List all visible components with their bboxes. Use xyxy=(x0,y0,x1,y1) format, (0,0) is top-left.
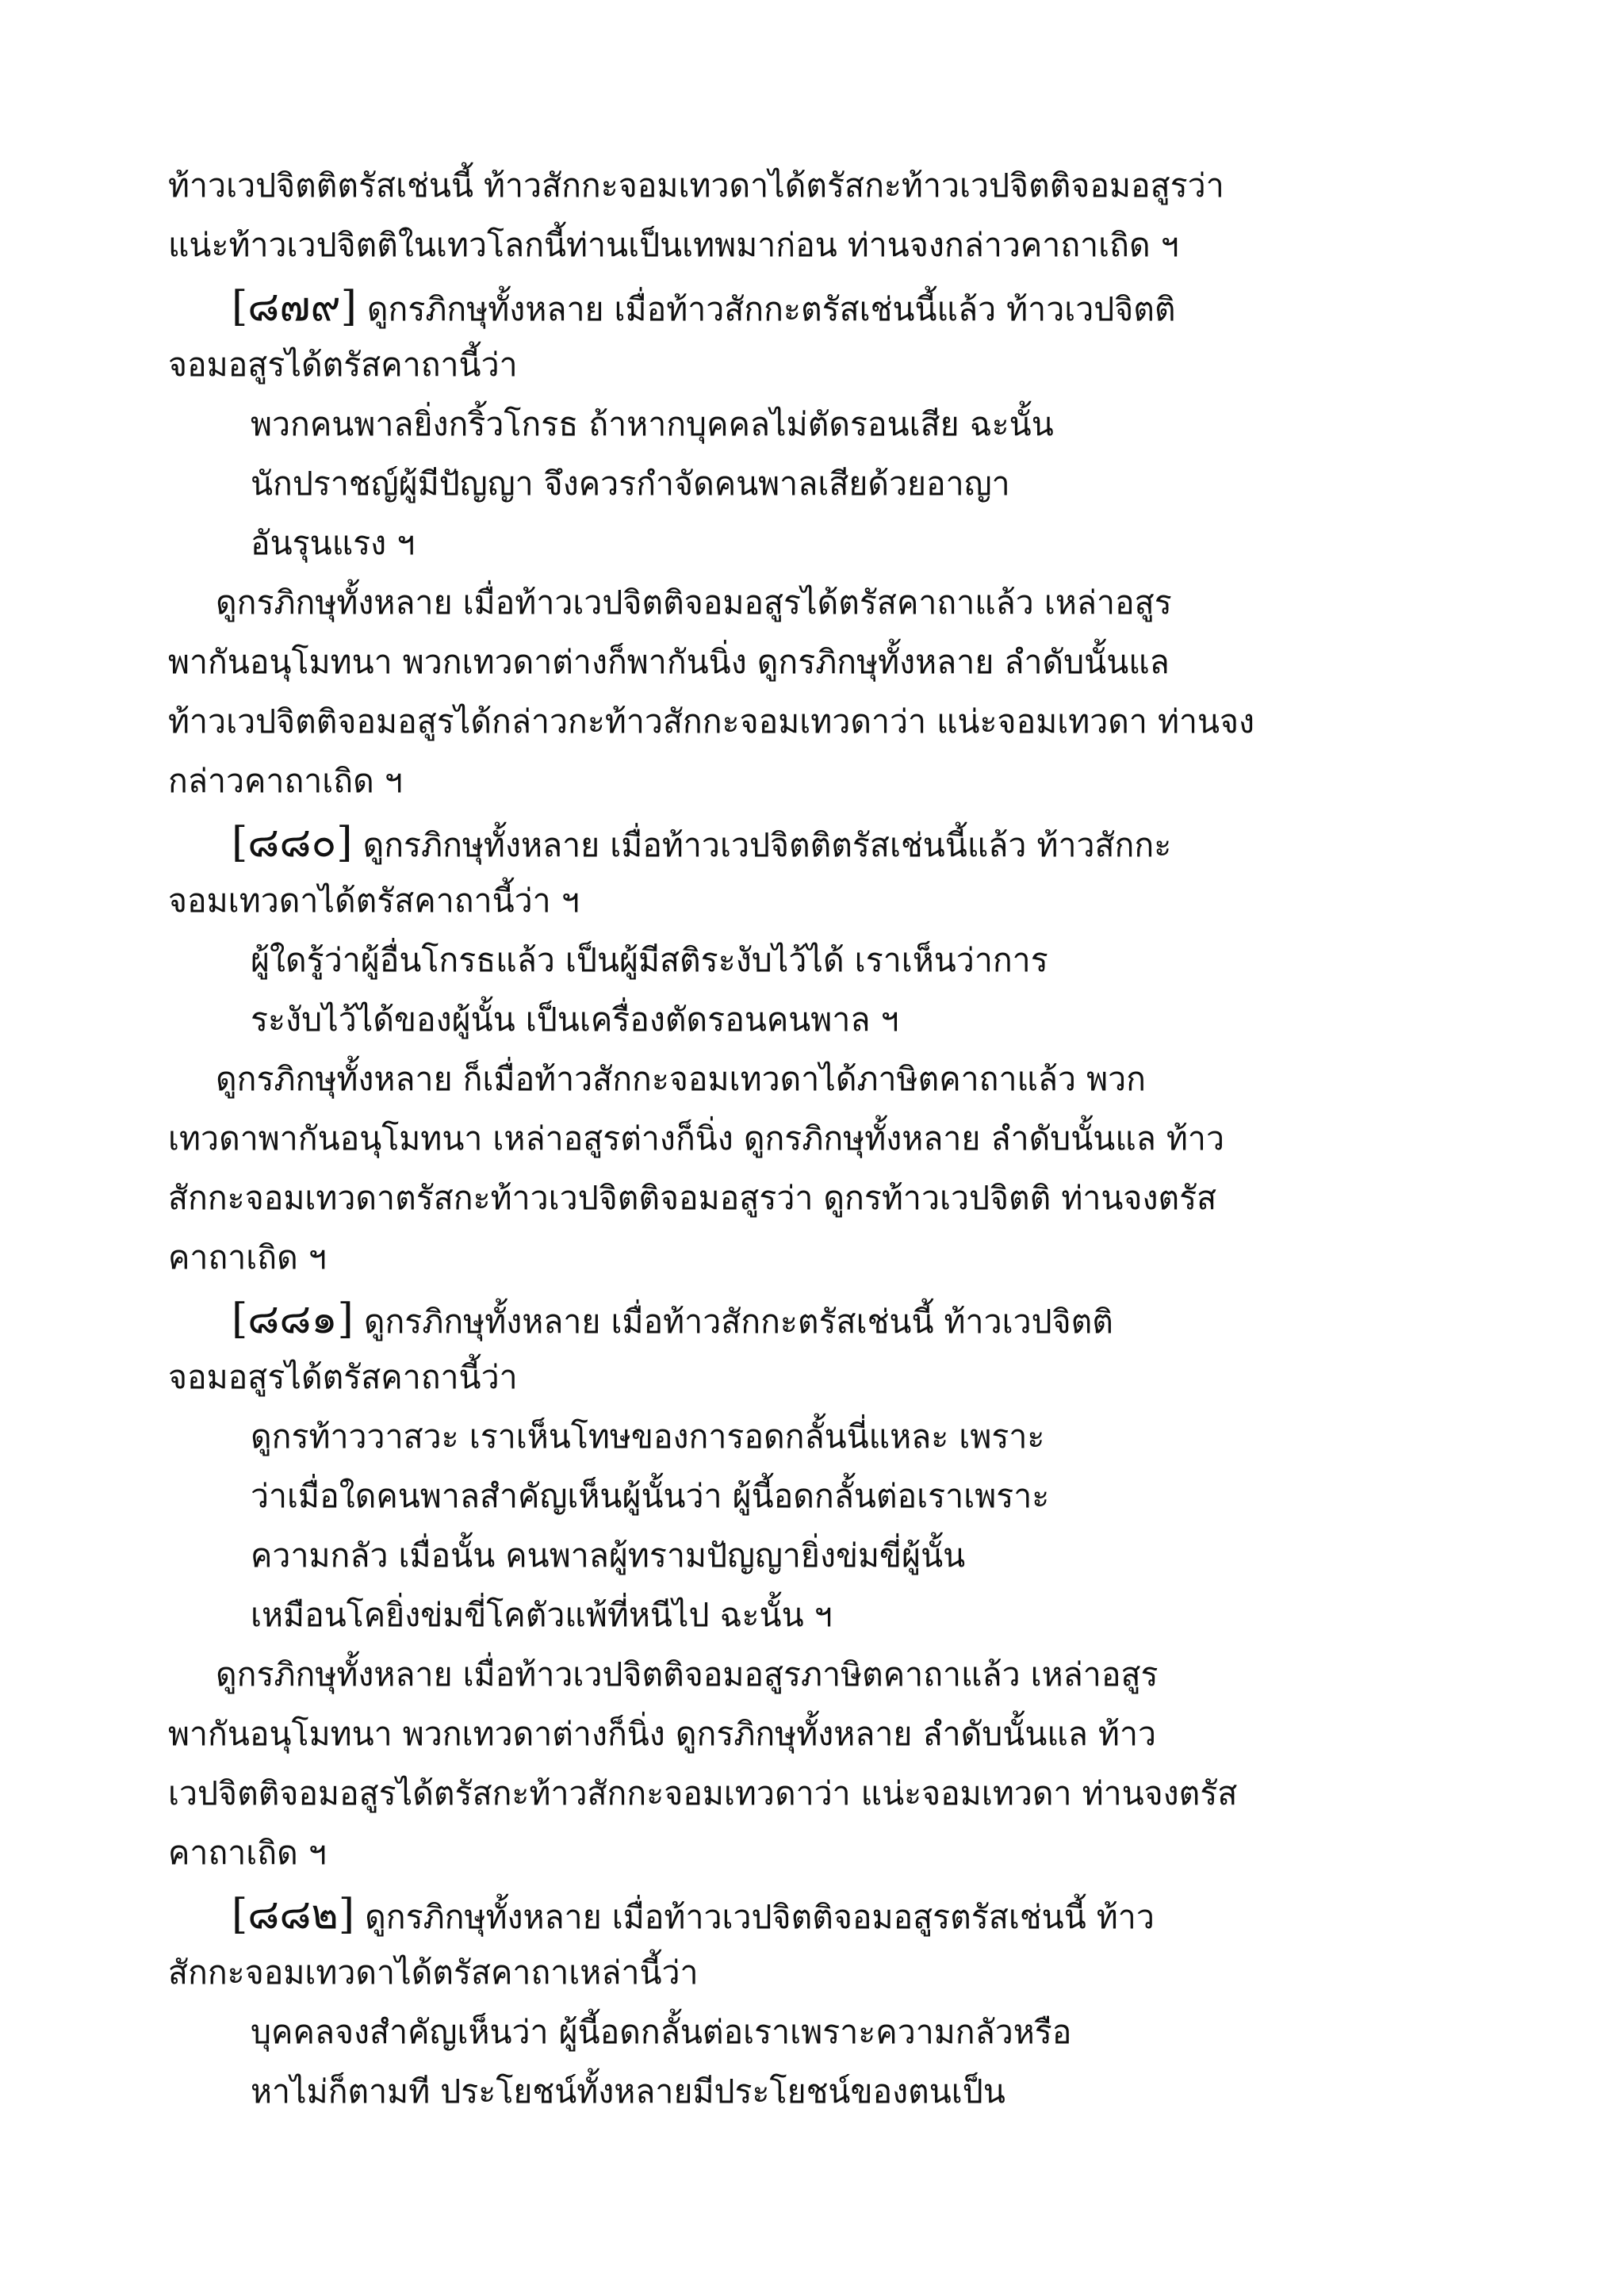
verse-line: นักปราชญ์ผู้มีปัญญา จึงควรกำจัดคนพาลเสียด้วยอาญา xyxy=(251,465,1010,503)
verse-line: เหมือนโคยิ่งข่มขี่โคตัวแพ้ที่หนีไป ฉะนั้น ฯ xyxy=(251,1596,833,1634)
verse-line: พวกคนพาลยิ่งกริ้วโกรธ ถ้าหากบุคคลไม่ตัดรอนเสีย ฉะนั้น xyxy=(251,405,1054,443)
verse-line: ระงับไว้ได้ของผู้นั้น เป็นเครื่องตัดรอนคนพาล ฯ xyxy=(251,1001,899,1039)
text-line: ดูกรภิกษุทั้งหลาย เมื่อท้าวเวปจิตติจอมอสูรตรัสเช่นนี้ ท้าว xyxy=(354,1898,1155,1936)
paragraph-number: [๘๘๑] xyxy=(232,1295,354,1343)
text-line: จอมอสูรได้ตรัสคาถานี้ว่า xyxy=(168,346,518,384)
text-line: คาถาเถิด ฯ xyxy=(168,1238,327,1276)
text-line: เวปจิตติจอมอสูรได้ตรัสกะท้าวสักกะจอมเทวดาว่า แน่ะจอมเทวดา ท่านจงตรัส xyxy=(168,1774,1238,1812)
text-line: สักกะจอมเทวดาได้ตรัสคาถาเหล่านี้ว่า xyxy=(168,1954,699,1992)
text-line: แน่ะท้าวเวปจิตติในเทวโลกนี้ท่านเป็นเทพมาก่อน ท่านจงกล่าวคาถาเถิด ฯ xyxy=(168,226,1179,264)
text-line: สักกะจอมเทวดาตรัสกะท้าวเวปจิตติจอมอสูรว่า ดูกรท้าวเวปจิตติ ท่านจงตรัส xyxy=(168,1179,1217,1217)
text-line: ดูกรภิกษุทั้งหลาย เมื่อท้าวเวปจิตติจอมอสูรภาษิตคาถาแล้ว เหล่าอสูร xyxy=(216,1655,1159,1693)
text-line: เทวดาพากันอนุโมทนา เหล่าอสูรต่างก็นิ่ง ดูกรภิกษุทั้งหลาย ลำดับนั้นแล ท้าว xyxy=(168,1119,1224,1158)
paragraph-number: [๘๗๙] xyxy=(232,283,357,331)
text-line: จอมเทวดาได้ตรัสคาถานี้ว่า ฯ xyxy=(168,882,580,920)
paragraph-number: [๘๘๐] xyxy=(232,819,353,867)
paragraph-number-line xyxy=(232,1891,1155,1941)
verse-line: ว่าเมื่อใดคนพาลสำคัญเห็นผู้นั้นว่า ผู้นี้อดกลั้นต่อเราเพราะ xyxy=(251,1477,1050,1515)
text-line: จอมอสูรได้ตรัสคาถานี้ว่า xyxy=(168,1358,518,1396)
paragraph-number-line xyxy=(232,283,1176,333)
paragraph-number-line xyxy=(232,1295,1113,1345)
verse-line: อันรุนแรง ฯ xyxy=(251,524,416,562)
text-line: ดูกรภิกษุทั้งหลาย เมื่อท้าวสักกะตรัสเช่นนี้ ท้าวเวปจิตติ xyxy=(353,1303,1113,1341)
text-line: ดูกรภิกษุทั้งหลาย เมื่อท้าวเวปจิตติตรัสเช่นนี้แล้ว ท้าวสักกะ xyxy=(352,826,1172,864)
verse-line: ความกลัว เมื่อนั้น คนพาลผู้ทรามปัญญายิ่งข่มขี่ผู้นั้น xyxy=(251,1536,966,1575)
text-line: ท้าวเวปจิตติจอมอสูรได้กล่าวกะท้าวสักกะจอมเทวดาว่า แน่ะจอมเทวดา ท่านจง xyxy=(168,702,1255,740)
text-line: คาถาเถิด ฯ xyxy=(168,1834,327,1872)
verse-line: บุคคลจงสำคัญเห็นว่า ผู้นี้อดกลั้นต่อเราเพราะความกลัวหรือ xyxy=(251,2013,1072,2051)
verse-line: หาไม่ก็ตามที ประโยชน์ทั้งหลายมีประโยชน์ของตนเป็น xyxy=(251,2072,1005,2110)
text-line: กล่าวคาถาเถิด ฯ xyxy=(168,762,403,800)
verse-line: ดูกรท้าววาสวะ เราเห็นโทษของการอดกลั้นนี่แหละ เพราะ xyxy=(251,1418,1045,1456)
paragraph-number: [๘๘๒] xyxy=(232,1891,355,1938)
text-line: ดูกรภิกษุทั้งหลาย เมื่อท้าวเวปจิตติจอมอสูรได้ตรัสคาถาแล้ว เหล่าอสูร xyxy=(216,584,1172,622)
text-line: ท้าวเวปจิตติตรัสเช่นนี้ ท้าวสักกะจอมเทวดาได้ตรัสกะท้าวเวปจิตติจอมอสูรว่า xyxy=(168,166,1224,205)
text-line: พากันอนุโมทนา พวกเทวดาต่างก็นิ่ง ดูกรภิกษุทั้งหลาย ลำดับนั้นแล ท้าว xyxy=(168,1715,1156,1753)
verse-line: ผู้ใดรู้ว่าผู้อื่นโกรธแล้ว เป็นผู้มีสติระงับไว้ได้ เราเห็นว่าการ xyxy=(251,941,1048,979)
paragraph-number-line xyxy=(232,819,1171,869)
text-line: ดูกรภิกษุทั้งหลาย เมื่อท้าวสักกะตรัสเช่นนี้แล้ว ท้าวเวปจิตติ xyxy=(356,290,1176,328)
text-line: พากันอนุโมทนา พวกเทวดาต่างก็พากันนิ่ง ดูกรภิกษุทั้งหลาย ลำดับนั้นแล xyxy=(168,643,1170,681)
text-line: ดูกรภิกษุทั้งหลาย ก็เมื่อท้าวสักกะจอมเทวดาได้ภาษิตคาถาแล้ว พวก xyxy=(216,1060,1146,1098)
